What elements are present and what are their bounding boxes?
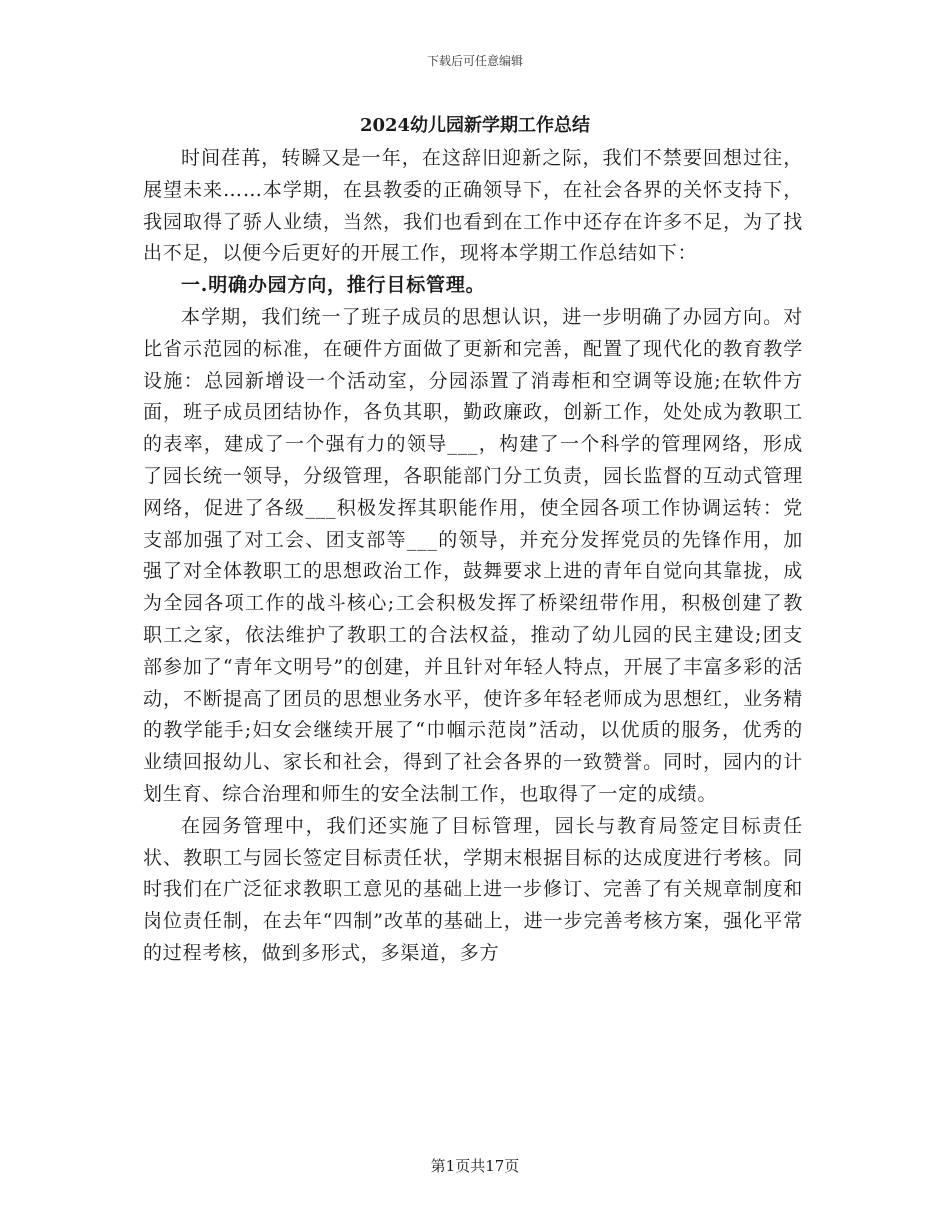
body-paragraph: 在园务管理中，我们还实施了目标管理，园长与教育局签定目标责任状、教职工与园长签定目标责任状，学期末根据目标的达成度进行考核。同时我们在广泛征求教职工意见的基础上进一步修订、完善了有关规章制度和岗位责任制，在去年“四制”改革的基础上，进一步完善考核方案，强化平常的过程考核，做到多形式，多渠道，多方 xyxy=(143,814,803,964)
page-number: 第1页共17页 xyxy=(430,1157,520,1175)
body-paragraph: 本学期，我们统一了班子成员的思想认识，进一步明确了办园方向。对比省示范园的标准，在硬件方面做了更新和完善，配置了现代化的教育教学设施：总园新增设一个活动室，分园添置了消毒柜和空调等设施;在软件方面，班子成员团结协作，各负其职，勤政廉政，创新工作，处处成为教职工的表率，建成了一个强有力的领导___，构建了一个科学的管理网络，形成了园长统一领导，分级管理，各职能部门分工负责，园长监督的互动式管理网络，促进了各级___积极发挥其职能作用，使全园各项工作协调运转：党支部加强了对工会、团支部等___的领导，并充分发挥党员的先锋作用，加强了对全体教职工的思想政治工作，鼓舞要求上进的青年自觉向其靠拢，成为全园各项工作的战斗核心;工会积极发挥了桥梁纽带作用，积极创建了教职工之家，依法维护了教职工的合法权益，推动了幼儿园的民主建设;团支部参加了“青年文明号”的创建，并且针对年轻人特点，开展了丰富多彩的活动，不断提高了团员的思想业务水平，使许多年轻老师成为思想红，业务精的教学能手;妇女会继续开展了“巾帼示范岗”活动，以优质的服务，优秀的业绩回报幼儿、家长和社会，得到了社会各界的一致赞誉。同时，园内的计划生育、综合治理和师生的安全法制工作，也取得了一定的成绩。 xyxy=(143,305,803,805)
document-body xyxy=(143,143,803,970)
section-heading: 一.明确办园方向，推行目标管理。 xyxy=(181,274,486,297)
document-title: 2024幼儿园新学期工作总结 xyxy=(359,115,591,136)
header-note: 下载后可任意编辑 xyxy=(426,54,523,68)
intro-paragraph: 时间荏苒，转瞬又是一年，在这辞旧迎新之际，我们不禁要回想过往，展望未来……本学期，在县教委的正确领导下，在社会各界的关怀支持下，我园取得了骄人业绩，当然，我们也看到在工作中还存在许多不足，为了找出不足，以便今后更好的开展工作，现将本学期工作总结如下： xyxy=(143,147,803,265)
